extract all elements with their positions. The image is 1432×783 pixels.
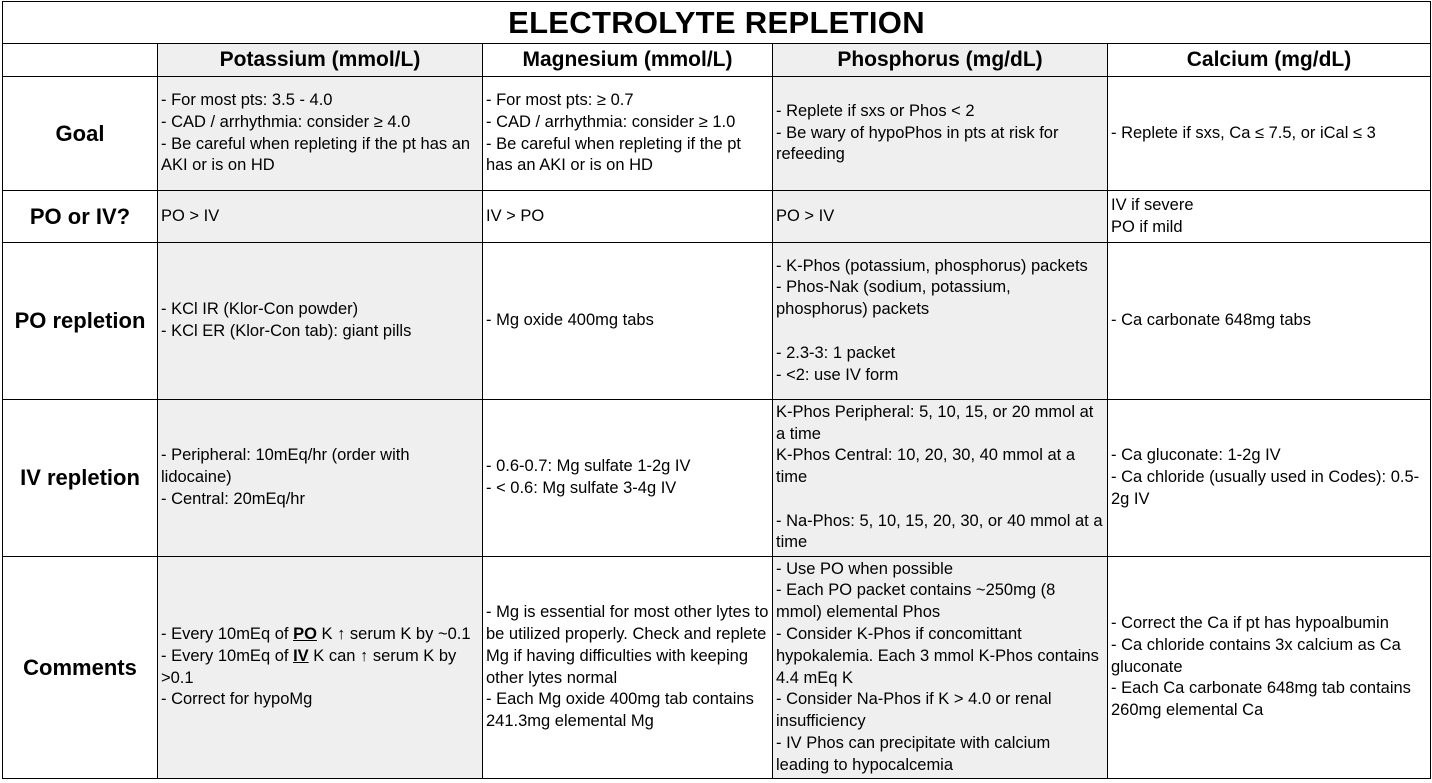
row-iv (3, 400, 1431, 557)
col-header-potassium: Potassium (mmol/L) (158, 44, 483, 77)
cell-goal-calcium: - Replete if sxs, Ca ≤ 7.5, or iCal ≤ 3 (1108, 77, 1431, 191)
cell-comments-phosphorus: - Use PO when possible - Each PO packet contains ~250mg (8 mmol) elemental Phos - Consider K-Phos if concomittant hypokalemia. Each 3 mmol K-Phos contains 4.4 mEq K - Consider Na-Phos if K > 4.0 or renal insufficiency - IV Phos can precipitate with calcium leading to hypocalcemia (773, 557, 1108, 779)
col-header-calcium: Calcium (mg/dL) (1108, 44, 1431, 77)
cell-comments-magnesium: - Mg is essential for most other lytes to be utilized properly. Check and replete Mg if having difficulties with keeping other lytes normal - Each Mg oxide 400mg tab contains 241.3mg elemental Mg (483, 557, 773, 779)
cell-route-phosphorus: PO > IV (773, 191, 1108, 243)
row-header-po: PO repletion (3, 243, 158, 400)
cell-goal-potassium: - For most pts: 3.5 - 4.0 - CAD / arrhythmia: consider ≥ 4.0 - Be careful when repleting if the pt has an AKI or is on HD (158, 77, 483, 191)
cell-po-potassium: - KCl IR (Klor-Con powder) - KCl ER (Klor-Con tab): giant pills (158, 243, 483, 400)
cell-iv-magnesium: - 0.6-0.7: Mg sulfate 1-2g IV - < 0.6: Mg sulfate 3-4g IV (483, 400, 773, 557)
row-po (3, 243, 1431, 400)
row-comments (3, 557, 1431, 779)
cell-comments-calcium: - Correct the Ca if pt has hypoalbumin - Ca chloride contains 3x calcium as Ca gluconate - Each Ca carbonate 648mg tab contains 260mg elemental Ca (1108, 557, 1431, 779)
corner-cell (3, 44, 158, 77)
cell-iv-potassium: - Peripheral: 10mEq/hr (order with lidocaine) - Central: 20mEq/hr (158, 400, 483, 557)
cell-po-phosphorus: - K-Phos (potassium, phosphorus) packets - Phos-Nak (sodium, potassium, phosphorus) packets - 2.3-3: 1 packet - <2: use IV form (773, 243, 1108, 400)
cell-iv-phosphorus: K-Phos Peripheral: 5, 10, 15, or 20 mmol at a time K-Phos Central: 10, 20, 30, 40 mmol at a time - Na-Phos: 5, 10, 15, 20, 30, or 40 mmol at a time (773, 400, 1108, 557)
electrolyte-table (2, 1, 1431, 779)
row-header-route: PO or IV? (3, 191, 158, 243)
row-header-comments: Comments (3, 557, 158, 779)
cell-comments-potassium: - Every 10mEq of PO K ↑ serum K by ~0.1 - Every 10mEq of IV K can ↑ serum K by >0.1 - Correct for hypoMg (158, 557, 483, 779)
cell-goal-magnesium: - For most pts: ≥ 0.7 - CAD / arrhythmia: consider ≥ 1.0 - Be careful when repleting if the pt has an AKI or is on HD (483, 77, 773, 191)
cell-route-calcium: IV if severe PO if mild (1108, 191, 1431, 243)
table-title: ELECTROLYTE REPLETION (3, 2, 1431, 44)
cell-goal-phosphorus: - Replete if sxs or Phos < 2 - Be wary of hypoPhos in pts at risk for refeeding (773, 77, 1108, 191)
col-header-magnesium: Magnesium (mmol/L) (483, 44, 773, 77)
col-header-phosphorus: Phosphorus (mg/dL) (773, 44, 1108, 77)
row-goal (3, 77, 1431, 191)
cell-route-potassium: PO > IV (158, 191, 483, 243)
row-header-goal: Goal (3, 77, 158, 191)
cell-po-calcium: - Ca carbonate 648mg tabs (1108, 243, 1431, 400)
row-header-iv: IV repletion (3, 400, 158, 557)
cell-po-magnesium: - Mg oxide 400mg tabs (483, 243, 773, 400)
cell-iv-calcium: - Ca gluconate: 1-2g IV - Ca chloride (usually used in Codes): 0.5-2g IV (1108, 400, 1431, 557)
row-route (3, 191, 1431, 243)
cell-route-magnesium: IV > PO (483, 191, 773, 243)
